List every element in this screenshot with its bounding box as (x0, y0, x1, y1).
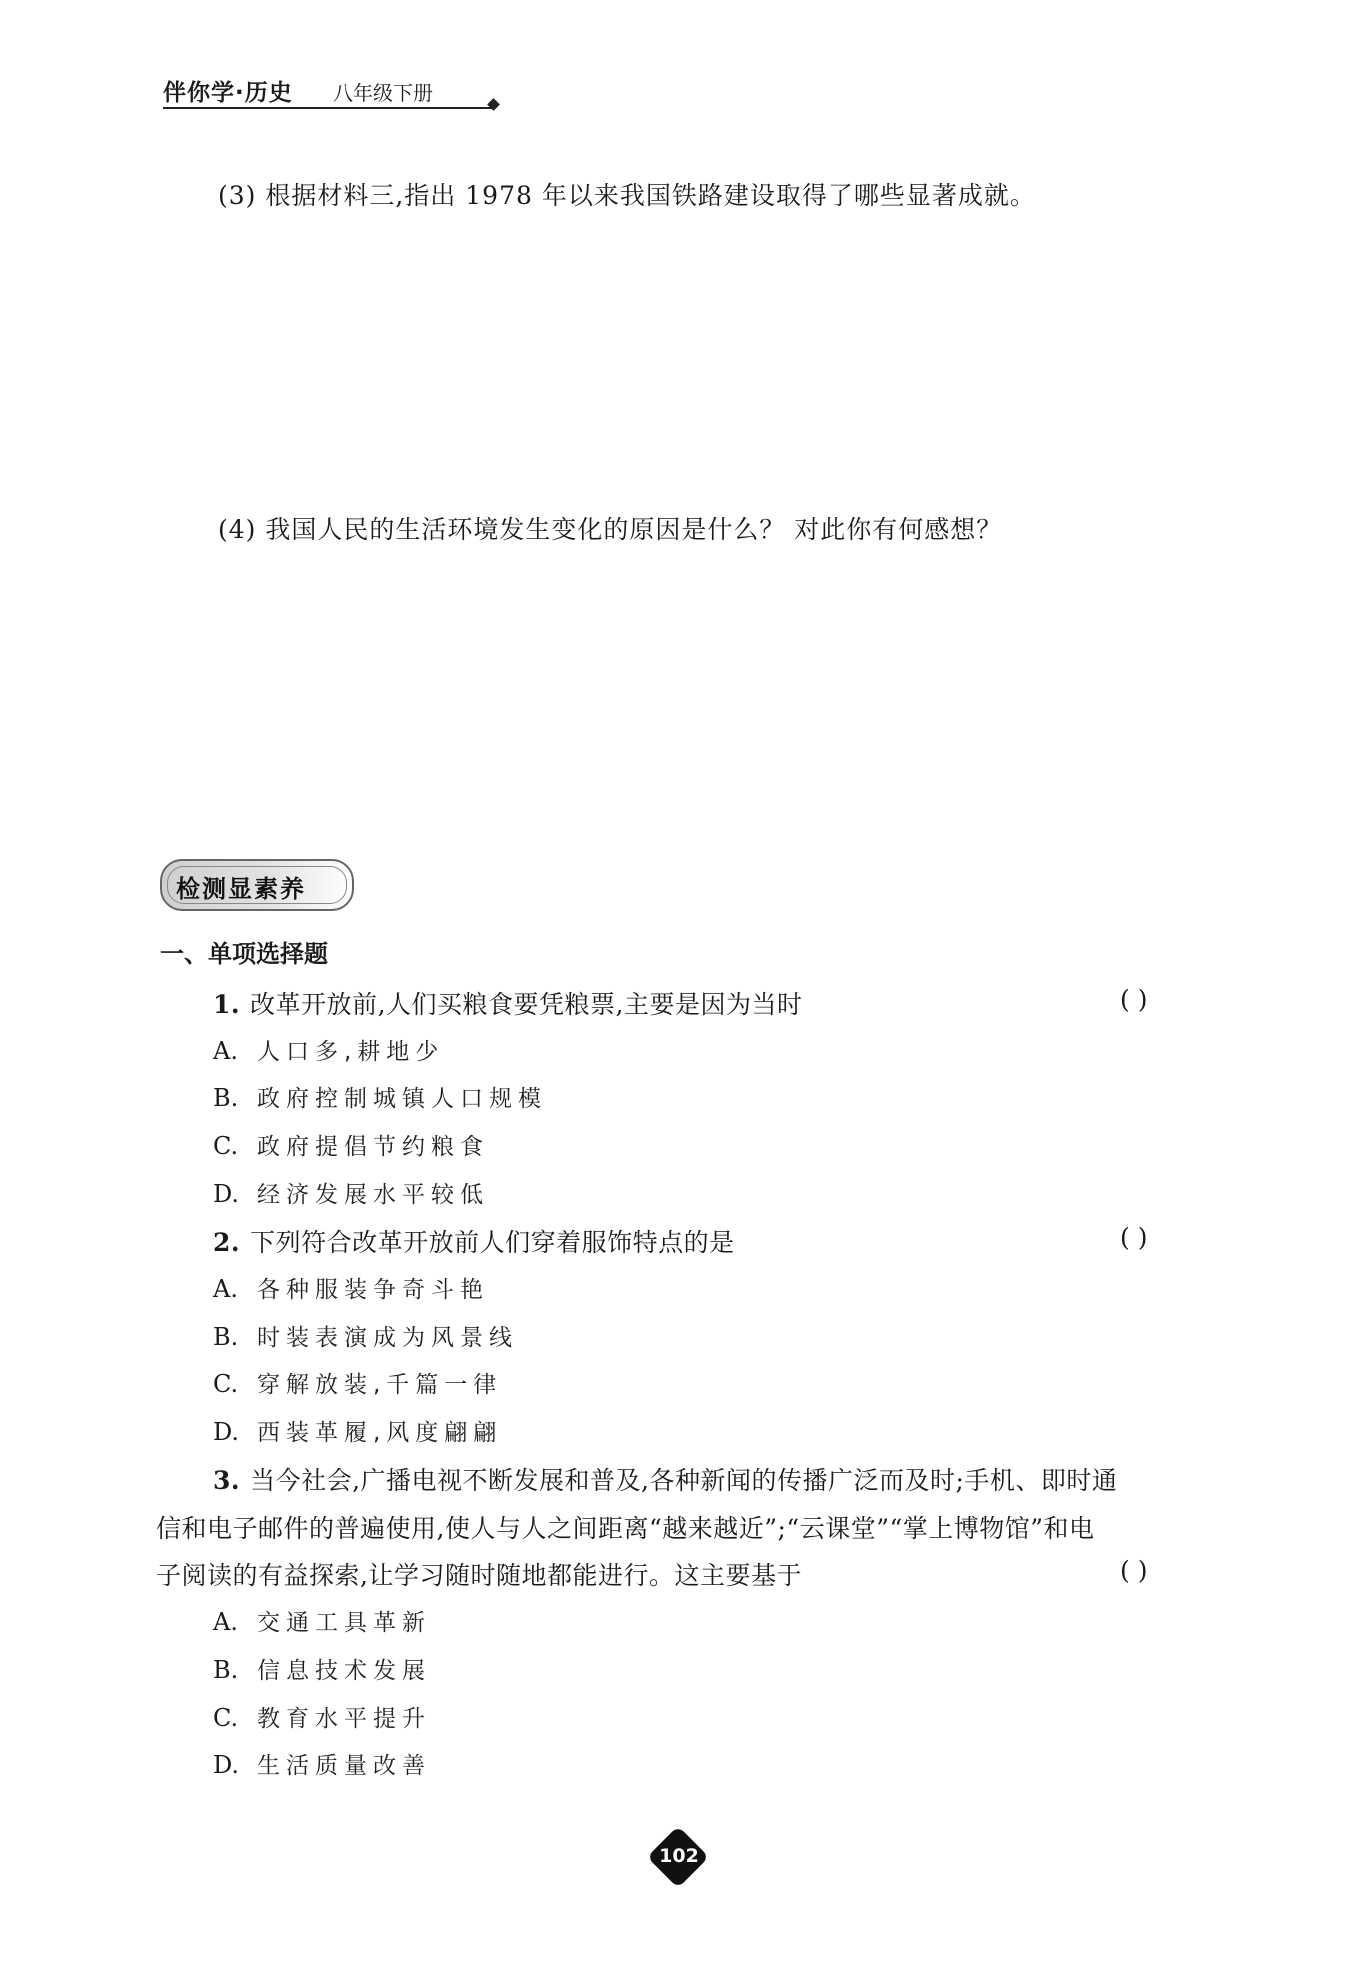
option-letter: D. (213, 1180, 240, 1208)
section-heading: 一、单项选择题 (160, 940, 328, 968)
question-1 (213, 985, 803, 1021)
option-2d[interactable] (213, 1414, 502, 1447)
subquestion-3: (3) 根据材料三,指出 1978 年以来我国铁路建设取得了哪些显著成就。 (218, 181, 1036, 210)
answer-parentheses[interactable]: ( ) (1120, 985, 1148, 1014)
option-1d[interactable] (213, 1176, 489, 1209)
question-3 (213, 1461, 1117, 1497)
option-letter: C. (213, 1370, 239, 1398)
book-title: 伴你学·历史 (163, 80, 293, 106)
question-stem-line-2: 信和电子邮件的普遍使用,使人与人之间距离“越来越近”;“云课堂”“掌上博物馆”和电 (156, 1514, 1095, 1543)
option-3c[interactable] (213, 1700, 431, 1733)
section-badge-label: 检测显素养 (176, 875, 306, 903)
option-3b[interactable] (213, 1652, 431, 1685)
option-text: 政府提倡节约粮食 (257, 1134, 489, 1160)
page-number: 102 (659, 1845, 699, 1867)
option-letter: C. (213, 1704, 239, 1732)
option-1a[interactable] (213, 1033, 444, 1066)
question-number: 1. (213, 990, 241, 1019)
grade-label: 八年级下册 (333, 81, 433, 105)
option-letter: B. (213, 1323, 239, 1351)
option-1b[interactable] (213, 1080, 547, 1113)
option-text: 生活质量改善 (257, 1753, 431, 1779)
option-2a[interactable] (213, 1271, 489, 1304)
question-number: 2. (213, 1228, 241, 1257)
page-number-badge (650, 1832, 708, 1884)
option-2b[interactable] (213, 1319, 518, 1352)
option-letter: C. (213, 1132, 239, 1160)
option-letter: D. (213, 1418, 240, 1446)
option-text: 人口多,耕地少 (257, 1039, 445, 1065)
option-3d[interactable] (213, 1747, 431, 1780)
option-letter: A. (213, 1037, 238, 1065)
option-text: 政府控制城镇人口规模 (257, 1086, 547, 1112)
answer-parentheses[interactable]: ( ) (1120, 1556, 1148, 1585)
question-stem-line-3: 子阅读的有益探索,让学习随时随地都能进行。这主要基于 (156, 1561, 802, 1590)
option-text: 各种服装争奇斗艳 (257, 1277, 489, 1303)
question-stem: 下列符合改革开放前人们穿着服饰特点的是 (250, 1228, 735, 1257)
option-letter: A. (213, 1275, 238, 1303)
subquestion-4: (4) 我国人民的生活环境发生变化的原因是什么？ 对此你有何感想？ (218, 515, 1003, 544)
section-badge (160, 859, 354, 911)
question-number: 3. (213, 1466, 241, 1495)
option-letter: B. (213, 1656, 239, 1684)
option-text: 穿解放装,千篇一律 (257, 1372, 503, 1398)
question-stem-line-1: 当今社会,广播电视不断发展和普及,各种新闻的传播广泛而及时;手机、即时通 (250, 1466, 1118, 1495)
option-letter: A. (213, 1608, 238, 1636)
option-text: 时装表演成为风景线 (257, 1325, 518, 1351)
option-2c[interactable] (213, 1366, 502, 1399)
option-1c[interactable] (213, 1128, 489, 1161)
question-stem: 改革开放前,人们买粮食要凭粮票,主要是因为当时 (250, 990, 803, 1019)
option-text: 交通工具革新 (257, 1610, 431, 1636)
option-3a[interactable] (213, 1604, 431, 1637)
option-letter: D. (213, 1751, 240, 1779)
header-rule (163, 107, 493, 109)
option-text: 教育水平提升 (257, 1706, 431, 1732)
option-text: 信息技术发展 (257, 1658, 431, 1684)
question-2 (213, 1223, 735, 1259)
option-letter: B. (213, 1084, 239, 1112)
option-text: 西装革履,风度翩翩 (257, 1420, 503, 1446)
answer-parentheses[interactable]: ( ) (1120, 1223, 1148, 1252)
option-text: 经济发展水平较低 (257, 1182, 489, 1208)
